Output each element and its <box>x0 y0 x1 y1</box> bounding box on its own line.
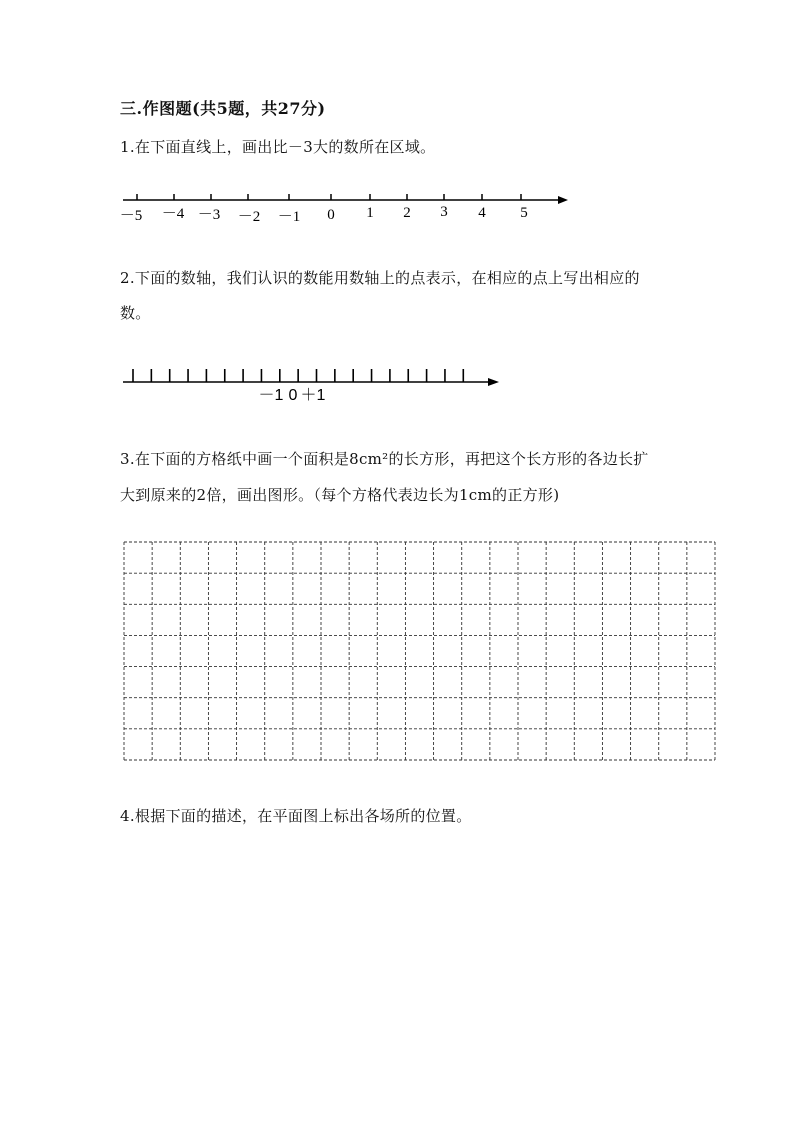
axis-label: －2 <box>237 209 261 225</box>
grid-paper <box>0 535 794 770</box>
axis-label: 4 <box>478 205 486 221</box>
axis-label: 2 <box>403 205 411 221</box>
axis-label: －1 <box>258 387 284 404</box>
axis-label: 0 <box>288 387 298 404</box>
question-4-text: 4.根据下面的描述，在平面图上标出各场所的位置。 <box>120 807 472 825</box>
axis-label: －4 <box>161 206 185 222</box>
axis-arrow-2 <box>488 378 499 386</box>
axis-label: －3 <box>197 207 221 223</box>
axis-label: －1 <box>277 209 301 225</box>
question-3-text-line1: 3.在下面的方格纸中画一个面积是8cm²的长方形，再把这个长方形的各边长扩 <box>120 450 649 468</box>
question-3-text-line2: 大到原来的2倍，画出图形。（每个方格代表边长为1cm的正方形) <box>120 486 560 504</box>
number-line-1 <box>0 180 794 230</box>
question-1-text: 1.在下面直线上，画出比－3大的数所在区域。 <box>120 138 436 156</box>
axis-label: 0 <box>327 207 335 223</box>
section-title: 三.作图题(共5题，共27分) <box>120 99 326 118</box>
number-line-2 <box>0 360 794 410</box>
axis-label: －5 <box>119 208 143 224</box>
axis-label: 5 <box>520 205 528 221</box>
question-2-text-line2: 数。 <box>120 304 151 322</box>
axis-label: ＋1 <box>300 387 326 404</box>
axis-label: 3 <box>440 204 448 220</box>
question-2-text-line1: 2.下面的数轴，我们认识的数能用数轴上的点表示，在相应的点上写出相应的 <box>120 269 640 287</box>
axis-arrow-1 <box>558 196 568 204</box>
axis-label: 1 <box>366 205 374 221</box>
